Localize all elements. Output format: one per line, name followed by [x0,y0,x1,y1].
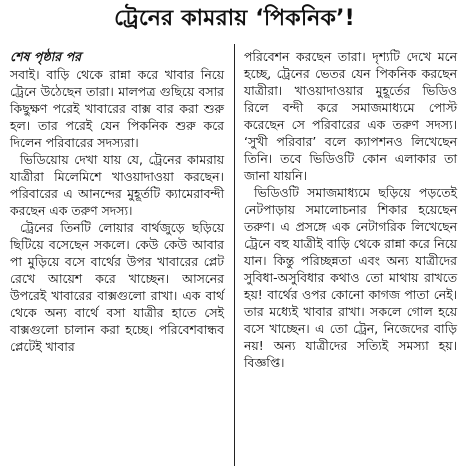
right-column [244,48,457,371]
continued-from-label: শেষ পৃষ্ঠার পর [10,49,82,64]
left-column [10,48,224,355]
left-paragraph-2: ভিডিয়োয় দেখা যায় যে, ট্রেনের কামরায় যাত্রীরা মিলেমিশে খাওয়াদাওয়া করছেন। পরিবারের এ আনন্দের মুহূর্তটি ক্যামেরাবন্দী করছেন এক তরুণ সদস্য। [10,152,224,218]
right-paragraph-2: ভিডিওটি সমাজমাধ্যমে ছড়িয়ে পড়তেই নেটপাড়ায় সমালোচনার শিকার হয়েছেন তরুণ। এ প্রসঙ্গে এক নেটাগরিক লিখেছেন ট্রেনে বহু যাত্রীই বাড়ি থেকে রান্না করে নিয়ে যান। কিন্তু পরিচ্ছন্নতা এবং অন্য যাত্রীদের সুবিধা-অসুবিধার কথাও তো মাথায় রাখতে হয়! বার্থের ওপর কোনো কাগজ পাতা নেই। তার মধ্যেই খাবার রাখা। সকলে গোল হয়ে বসে খাচ্ছেন। এ তো ট্রেন, নিজেদের বাড়ি নয়! অন্য যাত্রীদের সত্যিই সমস্যা হয়। বিজ্ঞপ্তি। [244,185,457,370]
article-headline: ট্রেনের কামরায় ‘পিকনিক’! [114,6,355,31]
left-paragraph-3: ট্রেনের তিনটি লোয়ার বার্থজুড়ে ছড়িয়ে ছিটিয়ে বসেছেন সকলে। কেউ কেউ আবার পা মুড়িয়ে বসে বার্থের উপর খাবারের প্লেট রেখে আয়েশ করে খাচ্ছেন। আসনের উপরেই খাবারের বাক্সগুলো রাখা। এক বার্থ থেকে অন্য বার্থে বসা যাত্রীর হাতে সেই বাক্সগুলো চালান করা হচ্ছে। পরিবেশবান্ধব প্লেটেই খাবার [10,220,224,354]
column-divider [234,44,235,466]
right-paragraph-1: পরিবেশন করছেন তারা। দৃশ্যটি দেখে মনে হচ্ছে, ট্রেনের ভেতর যেন পিকনিক করছেন যাত্রীরা। খাওয়াদাওয়ার মুহূর্তের ভিডিও রিলে বন্দী করে সমাজমাধ্যমে পোস্ট করেছেন সে পরিবারের এক তরুণ সদস্য। ‘সুখী পরিবার’ বলে ক্যাপশনও লিখেছেন তিনি। তবে ভিডিওটি কোন এলাকার তা জানা যায়নি। [244,49,457,183]
left-paragraph-1: সবাই। বাড়ি থেকে রান্না করে খাবার নিয়ে ট্রেনে উঠেছেন তারা। মালপত্র গুছিয়ে বসার কিছুক্ষণ পরেই খাবারের বাক্স বার করা শুরু হল। তার পরেই যেন পিকনিক শুরু করে দিলেন পরিবারের সদস্যরা। [10,67,224,150]
